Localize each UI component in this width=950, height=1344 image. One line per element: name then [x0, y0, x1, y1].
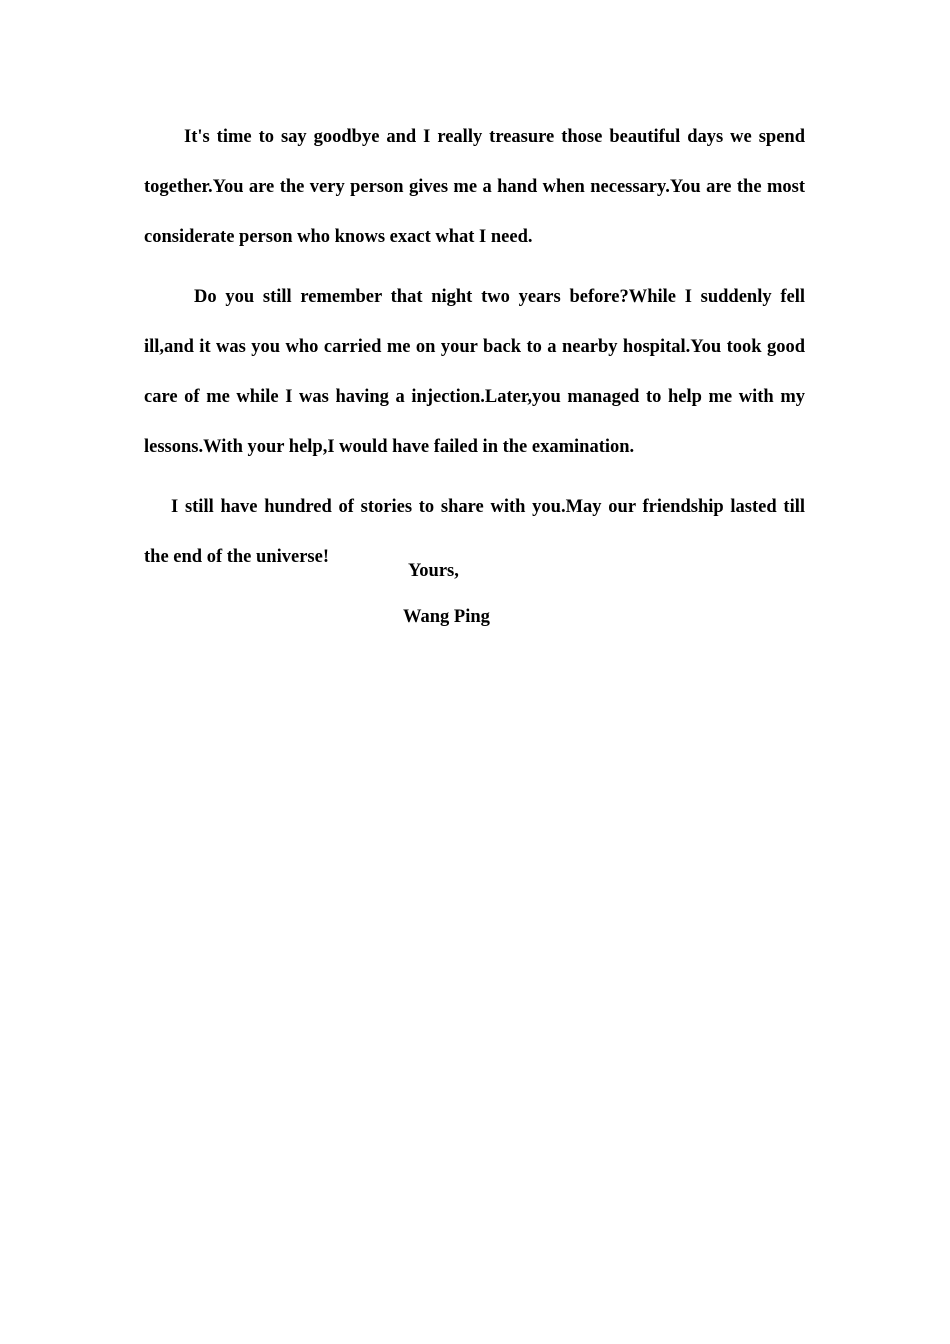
letter-body [144, 112, 805, 592]
letter-signature: Wang Ping [403, 607, 490, 627]
paragraph-2: Do you still remember that night two years before?While I suddenly fell ill,and it was you who carried me on your back to a nearby hospital.You took good care of me while I was having a injection.Later,you managed to help me with my lessons.With your help,I would have failed in the examination. [144, 287, 805, 457]
paragraph-3: I still have hundred of stories to share with you.May our friendship lasted till the end of the universe! [144, 497, 805, 567]
paragraph-1: It's time to say goodbye and I really treasure those beautiful days we spend together.You are the very person gives me a hand when necessary.You are the most considerate person who knows exact what I need. [144, 127, 805, 247]
letter-closing: Yours, [408, 561, 459, 581]
